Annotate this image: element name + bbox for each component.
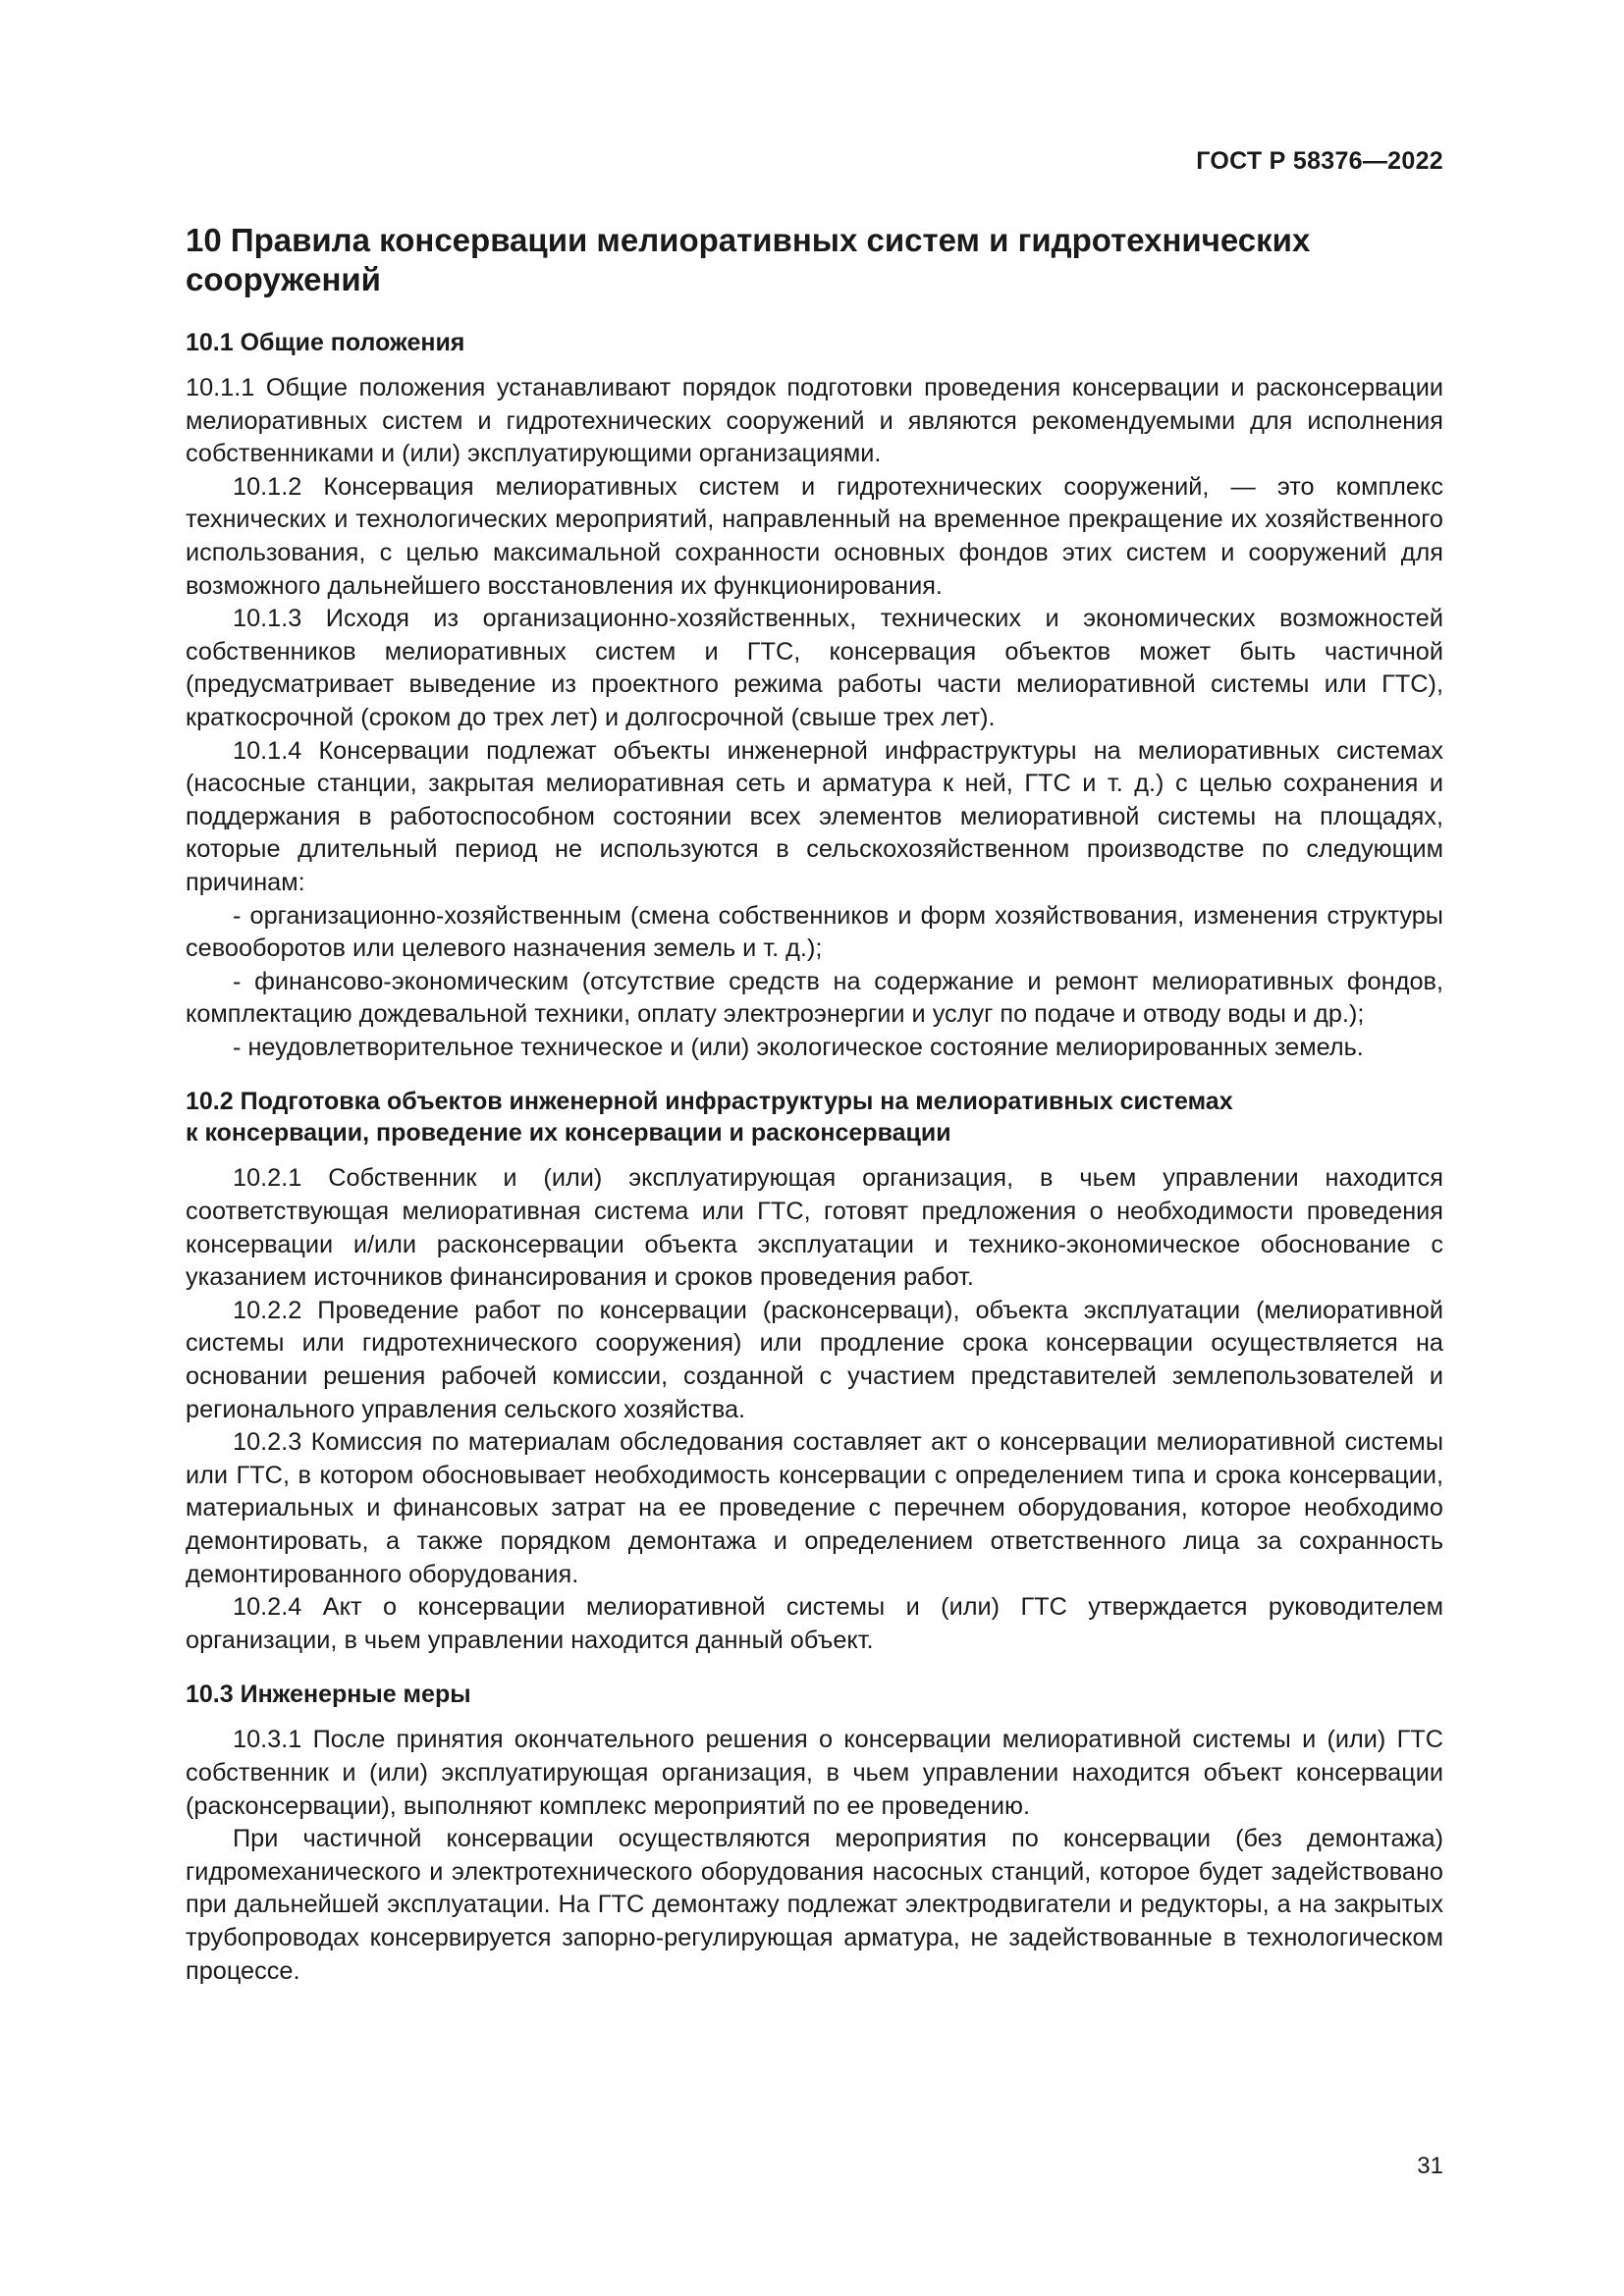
section-10-3-title: 10.3 Инженерные меры: [186, 1681, 471, 1709]
paragraph-10-2-1: [186, 1162, 1443, 1294]
paragraph-10-2-3-text: 10.2.3 Комиссия по материалам обследования составляет акт о консервации мелиоративной системы или ГТС, в котором обосновывает необходимость консервации с определением типа и срока консервации, материальных и финансовых затрат на ее проведение с перечнем оборудования, которое необходимо демонтировать, а также порядком демонтажа и определением ответственного лица за сохранность демонтированного оборудования.: [186, 1428, 1443, 1588]
page-number: 31: [1417, 2153, 1443, 2179]
section-10-title-line1: 10 Правила консервации мелиоративных систем и гидротехнических: [186, 222, 1311, 258]
paragraph-10-1-3-text: 10.1.3 Исходя из организационно-хозяйственных, технических и экономических возможностей собственников мелиоративных систем и ГТС, консервация объектов может быть частичной (предусматривает выведение из проектного режима работы части мелиоративной системы или ГТС), краткосрочной (сроком до трех лет) и долгосрочной (свыше трех лет).: [186, 605, 1443, 731]
list-item-text: - неудовлетворительное техническое и (или) экологическое состояние мелиорированных земель.: [233, 1033, 1364, 1061]
section-10-2-title-line2: к консервации, проведение их консервации и расконсервации: [186, 1119, 951, 1148]
document-body: [186, 221, 1443, 1988]
section-10-2-title: [186, 1086, 1443, 1148]
list-item-text: - финансово-экономическим (отсутствие средств на содержание и ремонт мелиоративных фондов, комплектацию дождевальной техники, оплату электроэнергии и услуг по подаче и отводу воды и др.);: [186, 967, 1443, 1029]
list-item-reason-financial: [186, 966, 1443, 1032]
list-item-reason-technical: [186, 1032, 1443, 1065]
list-item-text: - организационно-хозяйственным (смена собственников и форм хозяйствования, изменения структуры севооборотов или целевого назначения земель и т. д.);: [186, 901, 1443, 963]
section-10-title-line2: сооружений: [186, 261, 381, 297]
paragraph-10-2-4-text: 10.2.4 Акт о консервации мелиоративной системы и (или) ГТС утверждается руководителем организации, в чьем управлении находится данный объект.: [186, 1593, 1443, 1654]
paragraph-10-1-4: [186, 735, 1443, 900]
paragraph-10-1-3: [186, 603, 1443, 734]
section-10-1-title: 10.1 Общие положения: [186, 329, 465, 356]
spacer: [186, 1657, 1443, 1679]
section-10-2-title-line1: 10.2 Подготовка объектов инженерной инфраструктуры на мелиоративных системах: [186, 1088, 1233, 1116]
document-code: ГОСТ Р 58376—2022: [1196, 147, 1443, 175]
list-item-reason-organizational: [186, 900, 1443, 966]
paragraph-10-2-1-text: 10.2.1 Собственник и (или) эксплуатирующая организация, в чьем управлении находится соответствующая мелиоративная система или ГТС, готовят предложения о необходимости проведения консервации и/или расконсервации объекта эксплуатации и технико-экономическое обоснование с указанием источников финансирования и сроков проведения работ.: [186, 1164, 1443, 1292]
paragraph-10-3-1-text: 10.3.1 После принятия окончательного решения о консервации мелиоративной системы и (или) ГТС собственник и (или) эксплуатирующая организация, в чьем управлении находится объект консервации (расконсервации), выполняют комплекс мероприятий по ее проведению.: [186, 1726, 1443, 1820]
paragraph-10-2-4: [186, 1591, 1443, 1657]
paragraph-10-1-1-text: 10.1.1 Общие положения устанавливают порядок подготовки проведения консервации и расконсервации мелиоративных систем и гидротехнических сооружений и являются рекомендуемыми для исполнения собственниками и (или) эксплуатирующими организациями.: [186, 374, 1443, 468]
paragraph-10-1-2: [186, 471, 1443, 603]
paragraph-10-1-2-text: 10.1.2 Консервация мелиоративных систем и гидротехнических сооружений, — это комплекс технических и технологических мероприятий, направленный на временное прекращение их хозяйственного использования, с целью максимальной сохранности основных фондов этих систем и сооружений для возможного дальнейшего восстановления их функционирования.: [186, 472, 1443, 600]
paragraph-partial-conservation: [186, 1823, 1443, 1988]
paragraph-partial-conservation-text: При частичной консервации осуществляются мероприятия по консервации (без демонтажа) гидромеханического и электротехнического оборудования насосных станций, которое будет задействовано при дальнейшей эксплуатации. На ГТС демонтажу подлежат электродвигатели и редукторы, а на закрытых трубопроводах консервируется запорно-регулирующая арматура, не задействованные в технологическом процессе.: [186, 1825, 1443, 1985]
paragraph-10-2-3: [186, 1426, 1443, 1591]
paragraph-10-2-2-text: 10.2.2 Проведение работ по консервации (расконсерваци), объекта эксплуатации (мелиоративной системы или гидротехнического сооружения) или продление срока консервации осуществляется на основании решения рабочей комиссии, созданной с участием представителей землепользователей и регионального управления сельского хозяйства.: [186, 1296, 1443, 1423]
paragraph-10-1-4-text: 10.1.4 Консервации подлежат объекты инженерной инфраструктуры на мелиоративных системах (насосные станции, закрытая мелиоративная сеть и арматура к ней, ГТС и т. д.) с целью сохранения и поддержания в работоспособном состоянии всех элементов мелиоративной системы на площадях, которые длительный период не используются в сельскохозяйственном производстве по следующим причинам:: [186, 736, 1443, 896]
section-10-title: [186, 221, 1443, 299]
paragraph-10-1-1: [186, 372, 1443, 471]
spacer: [186, 1064, 1443, 1086]
paragraph-10-2-2: [186, 1295, 1443, 1426]
paragraph-10-3-1: [186, 1724, 1443, 1823]
